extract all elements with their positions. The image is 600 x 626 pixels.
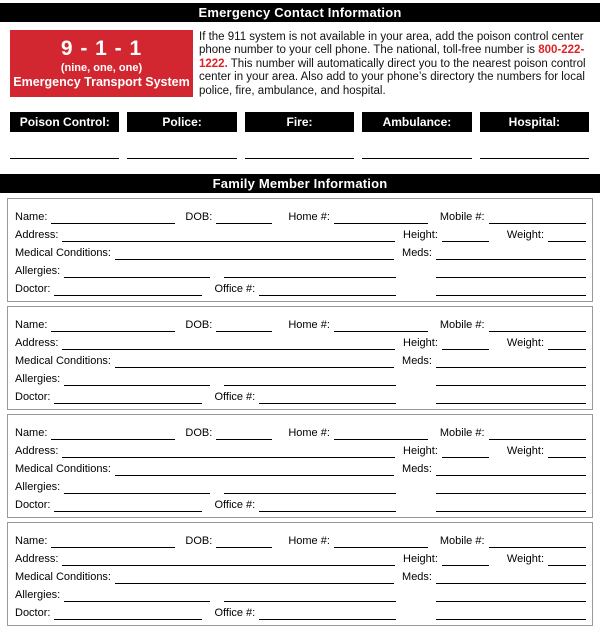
dob-label: DOB:: [185, 427, 213, 440]
weight-fill-line[interactable]: [548, 337, 586, 350]
address-label: Address:: [15, 445, 59, 458]
height-label: Height:: [403, 445, 438, 458]
dob-label: DOB:: [185, 319, 213, 332]
member-row-address: [15, 332, 586, 350]
name-fill-line[interactable]: [51, 535, 175, 548]
member-block: [7, 414, 593, 518]
meds-fill-line-2[interactable]: [436, 589, 586, 602]
mobile-phone-fill-line[interactable]: [489, 211, 586, 224]
doctor-fill-line[interactable]: [54, 607, 202, 620]
member-row-allergies: [15, 584, 586, 602]
address-fill-line[interactable]: [62, 229, 395, 242]
meds-fill-line-3[interactable]: [436, 607, 586, 620]
meds-fill-line[interactable]: [436, 355, 586, 368]
doctor-fill-line[interactable]: [54, 499, 202, 512]
medical-conditions-label: Medical Conditions:: [15, 355, 111, 368]
doctor-label: Doctor:: [15, 391, 51, 404]
poison-control-phone-number: 800-222-1222.: [199, 44, 585, 70]
weight-label: Weight:: [506, 229, 544, 242]
label-poison-control: Poison Control:: [10, 112, 119, 132]
fire-fill-line[interactable]: [245, 157, 354, 159]
member-row-name: [15, 206, 586, 224]
meds-fill-line-2[interactable]: [436, 481, 586, 494]
office-phone-fill-line[interactable]: [259, 499, 396, 512]
member-row-doctor: [15, 278, 586, 296]
office-phone-label: Office #:: [214, 283, 256, 296]
family-members: [7, 198, 593, 626]
dob-fill-line[interactable]: [216, 319, 272, 332]
meds-fill-line[interactable]: [436, 247, 586, 260]
home-phone-fill-line[interactable]: [334, 427, 428, 440]
paragraph-text-after: This number will automatically direct you to the nearest poison control center in your area. Also add to your phone’s directory the numbers for local police, fire, ambulance, and hospital.: [199, 57, 586, 97]
office-phone-fill-line[interactable]: [259, 607, 396, 620]
emergency-number: 9 - 1 - 1: [60, 37, 143, 60]
home-phone-fill-line[interactable]: [334, 319, 428, 332]
weight-fill-line[interactable]: [548, 229, 586, 242]
medical-conditions-label: Medical Conditions:: [15, 463, 111, 476]
height-label: Height:: [403, 337, 438, 350]
meds-label: Meds:: [402, 463, 432, 476]
medical-conditions-fill-line[interactable]: [115, 355, 394, 368]
family-section-title: Family Member Information: [0, 174, 600, 193]
member-row-address: [15, 440, 586, 458]
dob-fill-line[interactable]: [216, 535, 272, 548]
member-row-medical: [15, 350, 586, 368]
allergies-label: Allergies:: [15, 589, 61, 602]
home-phone-label: Home #:: [288, 427, 330, 440]
meds-fill-line-2[interactable]: [436, 265, 586, 278]
home-phone-label: Home #:: [288, 535, 330, 548]
member-row-address: [15, 548, 586, 566]
address-fill-line[interactable]: [62, 445, 395, 458]
medical-conditions-label: Medical Conditions:: [15, 571, 111, 584]
allergies-label: Allergies:: [15, 265, 61, 278]
mobile-phone-label: Mobile #:: [439, 427, 485, 440]
address-fill-line[interactable]: [62, 553, 395, 566]
member-row-medical: [15, 242, 586, 260]
member-row-doctor: [15, 386, 586, 404]
name-label: Name:: [15, 427, 48, 440]
name-fill-line[interactable]: [51, 211, 175, 224]
doctor-fill-line[interactable]: [54, 283, 202, 296]
height-fill-line[interactable]: [442, 553, 489, 566]
height-label: Height:: [403, 229, 438, 242]
height-fill-line[interactable]: [442, 337, 489, 350]
meds-fill-line[interactable]: [436, 463, 586, 476]
meds-fill-line[interactable]: [436, 571, 586, 584]
medical-conditions-fill-line[interactable]: [115, 463, 394, 476]
office-phone-fill-line[interactable]: [259, 391, 396, 404]
medical-conditions-label: Medical Conditions:: [15, 247, 111, 260]
mobile-phone-fill-line[interactable]: [489, 535, 586, 548]
allergies-fill-line-2[interactable]: [224, 589, 396, 602]
member-row-medical: [15, 458, 586, 476]
allergies-fill-line-2[interactable]: [224, 265, 396, 278]
label-fire: Fire:: [245, 112, 354, 132]
allergies-fill-line[interactable]: [64, 589, 210, 602]
doctor-label: Doctor:: [15, 283, 51, 296]
office-phone-label: Office #:: [214, 607, 256, 620]
meds-label: Meds:: [402, 247, 432, 260]
mobile-phone-label: Mobile #:: [439, 319, 485, 332]
meds-fill-line-3[interactable]: [436, 499, 586, 512]
allergies-label: Allergies:: [15, 481, 61, 494]
member-row-name: [15, 530, 586, 548]
member-row-doctor: [15, 602, 586, 620]
dob-label: DOB:: [185, 535, 213, 548]
address-label: Address:: [15, 337, 59, 350]
contact-labels-row: [10, 112, 589, 132]
police-fill-line[interactable]: [127, 157, 236, 159]
allergies-fill-line-2[interactable]: [224, 373, 396, 386]
member-row-name: [15, 314, 586, 332]
weight-fill-line[interactable]: [548, 445, 586, 458]
dob-fill-line[interactable]: [216, 427, 272, 440]
mobile-phone-label: Mobile #:: [439, 535, 485, 548]
label-ambulance: Ambulance:: [362, 112, 471, 132]
meds-fill-line-3[interactable]: [436, 391, 586, 404]
dob-fill-line[interactable]: [216, 211, 272, 224]
weight-label: Weight:: [506, 337, 544, 350]
doctor-fill-line[interactable]: [54, 391, 202, 404]
name-fill-line[interactable]: [51, 427, 175, 440]
weight-fill-line[interactable]: [548, 553, 586, 566]
home-phone-label: Home #:: [288, 319, 330, 332]
mobile-phone-label: Mobile #:: [439, 211, 485, 224]
name-fill-line[interactable]: [51, 319, 175, 332]
office-phone-fill-line[interactable]: [259, 283, 396, 296]
home-phone-label: Home #:: [288, 211, 330, 224]
address-label: Address:: [15, 553, 59, 566]
allergies-label: Allergies:: [15, 373, 61, 386]
meds-fill-line-2[interactable]: [436, 373, 586, 386]
member-row-allergies: [15, 260, 586, 278]
allergies-fill-line[interactable]: [64, 481, 210, 494]
member-row-doctor: [15, 494, 586, 512]
office-phone-label: Office #:: [214, 391, 256, 404]
height-fill-line[interactable]: [442, 229, 489, 242]
height-fill-line[interactable]: [442, 445, 489, 458]
ambulance-fill-line[interactable]: [362, 157, 471, 159]
poison-control-fill-line[interactable]: [10, 157, 119, 159]
contact-fill-lines-row: [10, 157, 589, 159]
emergency-911-box: [10, 30, 193, 97]
member-row-allergies: [15, 368, 586, 386]
meds-label: Meds:: [402, 355, 432, 368]
label-police: Police:: [127, 112, 236, 132]
emergency-number-words: (nine, one, one): [60, 62, 143, 74]
name-label: Name:: [15, 211, 48, 224]
name-label: Name:: [15, 319, 48, 332]
hospital-fill-line[interactable]: [480, 157, 589, 159]
member-row-name: [15, 422, 586, 440]
allergies-fill-line-2[interactable]: [224, 481, 396, 494]
paragraph-text-before: If the 911 system is not available in your area, add the poison control center phone number to your cell phone. The national, toll-free number is: [199, 31, 584, 57]
meds-label: Meds:: [402, 571, 432, 584]
poison-control-paragraph: [199, 30, 590, 98]
doctor-label: Doctor:: [15, 499, 51, 512]
dob-label: DOB:: [185, 211, 213, 224]
office-phone-label: Office #:: [214, 499, 256, 512]
home-phone-fill-line[interactable]: [334, 535, 428, 548]
member-block: [7, 198, 593, 302]
home-phone-fill-line[interactable]: [334, 211, 428, 224]
emergency-subtitle: Emergency Transport System: [13, 75, 190, 89]
weight-label: Weight:: [506, 445, 544, 458]
address-label: Address:: [15, 229, 59, 242]
member-block: [7, 306, 593, 410]
member-row-medical: [15, 566, 586, 584]
name-label: Name:: [15, 535, 48, 548]
weight-label: Weight:: [506, 553, 544, 566]
allergies-fill-line[interactable]: [64, 265, 210, 278]
meds-fill-line-3[interactable]: [436, 283, 586, 296]
address-fill-line[interactable]: [62, 337, 395, 350]
medical-conditions-fill-line[interactable]: [115, 247, 394, 260]
medical-conditions-fill-line[interactable]: [115, 571, 394, 584]
mobile-phone-fill-line[interactable]: [489, 427, 586, 440]
member-block: [7, 522, 593, 626]
doctor-label: Doctor:: [15, 607, 51, 620]
intro-section: [10, 30, 590, 98]
mobile-phone-fill-line[interactable]: [489, 319, 586, 332]
member-row-address: [15, 224, 586, 242]
member-row-allergies: [15, 476, 586, 494]
label-hospital: Hospital:: [480, 112, 589, 132]
allergies-fill-line[interactable]: [64, 373, 210, 386]
page-title: Emergency Contact Information: [0, 3, 600, 22]
height-label: Height:: [403, 553, 438, 566]
